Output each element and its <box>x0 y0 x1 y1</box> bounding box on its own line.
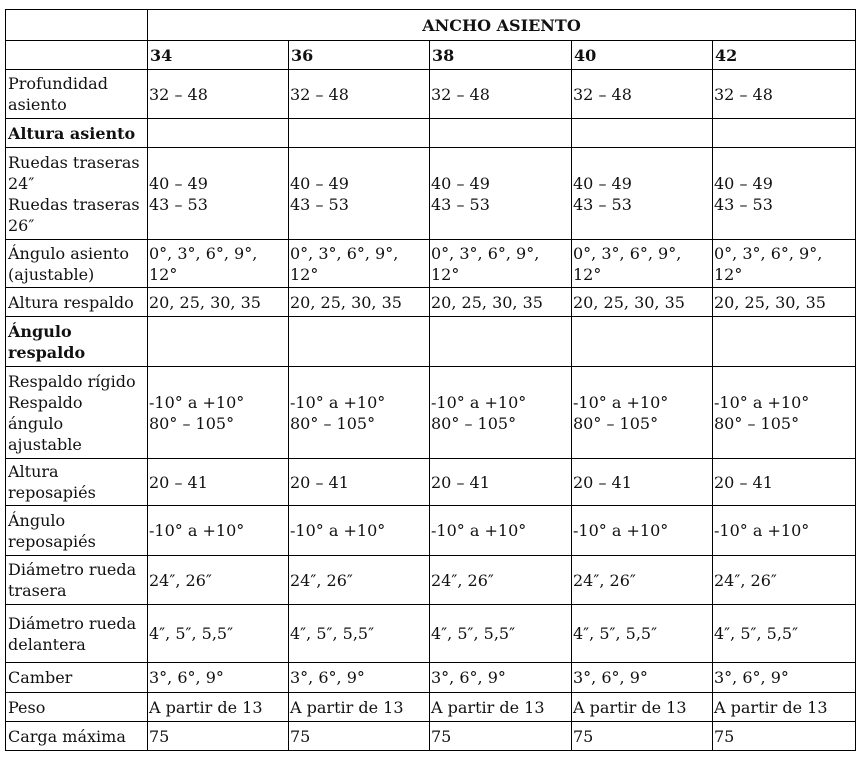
table-row <box>6 459 856 506</box>
table-cell: 75 <box>289 722 430 751</box>
row-label: Diámetro rueda trasera <box>6 556 148 605</box>
table-cell: 4″, 5″, 5,5″ <box>148 605 289 663</box>
table-cell: A partir de 13 <box>148 693 289 722</box>
corner-cell <box>6 10 148 41</box>
table-cell: 3°, 6°, 9° <box>572 663 713 693</box>
table-cell <box>572 119 713 148</box>
table-cell <box>713 119 856 148</box>
table-row <box>6 605 856 663</box>
table-cell <box>148 317 289 367</box>
table-cell: 20 – 41 <box>713 459 856 506</box>
table-cell: 4″, 5″, 5,5″ <box>289 605 430 663</box>
row-label: Camber <box>6 663 148 693</box>
row-label: Peso <box>6 693 148 722</box>
table-cell <box>713 317 856 367</box>
table-cell: 4″, 5″, 5,5″ <box>430 605 572 663</box>
table-row <box>6 367 856 459</box>
table-cell: 75 <box>430 722 572 751</box>
table-cell: 40 – 49 43 – 53 <box>289 148 430 240</box>
table-cell: 40 – 49 43 – 53 <box>713 148 856 240</box>
table-cell: 24″, 26″ <box>148 556 289 605</box>
row-label: Ruedas traseras 24″ Ruedas traseras 26″ <box>6 148 148 240</box>
width-header: 36 <box>289 41 430 70</box>
table-cell: 20 – 41 <box>430 459 572 506</box>
row-label: Respaldo rígido Respaldo ángulo ajustable <box>6 367 148 459</box>
row-label: Carga máxima <box>6 722 148 751</box>
table-cell <box>289 119 430 148</box>
section-label: Altura asiento <box>6 119 148 148</box>
table-row <box>6 693 856 722</box>
table-cell: 24″, 26″ <box>289 556 430 605</box>
table-cell: 20, 25, 30, 35 <box>148 288 289 317</box>
table-cell: 40 – 49 43 – 53 <box>430 148 572 240</box>
table-cell: 75 <box>148 722 289 751</box>
table-cell: 0°, 3°, 6°, 9°, 12° <box>289 240 430 288</box>
table-cell: 20, 25, 30, 35 <box>713 288 856 317</box>
row-label: Ángulo asiento (ajustable) <box>6 240 148 288</box>
table-cell: 20, 25, 30, 35 <box>572 288 713 317</box>
table-cell: 20 – 41 <box>289 459 430 506</box>
width-header: 38 <box>430 41 572 70</box>
row-label: Altura respaldo <box>6 288 148 317</box>
table-cell: 4″, 5″, 5,5″ <box>713 605 856 663</box>
table-cell: -10° a +10° 80° – 105° <box>289 367 430 459</box>
table-cell: 24″, 26″ <box>572 556 713 605</box>
table-cell: 20, 25, 30, 35 <box>430 288 572 317</box>
section-row <box>6 119 856 148</box>
table-cell <box>289 317 430 367</box>
row-label: Ángulo reposapiés <box>6 506 148 556</box>
table-row <box>6 556 856 605</box>
width-header: 34 <box>148 41 289 70</box>
spec-table <box>5 9 856 751</box>
table-cell: 3°, 6°, 9° <box>430 663 572 693</box>
table-cell: -10° a +10° 80° – 105° <box>713 367 856 459</box>
table-cell: -10° a +10° <box>430 506 572 556</box>
table-cell: 20 – 41 <box>148 459 289 506</box>
table-row <box>6 240 856 288</box>
table-cell: A partir de 13 <box>430 693 572 722</box>
table-row <box>6 663 856 693</box>
table-cell <box>430 119 572 148</box>
table-cell: A partir de 13 <box>713 693 856 722</box>
table-cell: 3°, 6°, 9° <box>289 663 430 693</box>
table-cell: -10° a +10° <box>572 506 713 556</box>
section-row <box>6 317 856 367</box>
row-label: Altura reposapiés <box>6 459 148 506</box>
table-cell: -10° a +10° <box>148 506 289 556</box>
table-cell: -10° a +10° <box>289 506 430 556</box>
width-header: 40 <box>572 41 713 70</box>
table-cell: 75 <box>572 722 713 751</box>
table-cell: 4″, 5″, 5,5″ <box>572 605 713 663</box>
table-cell: 75 <box>713 722 856 751</box>
table-cell: 32 – 48 <box>713 70 856 119</box>
table-cell: A partir de 13 <box>572 693 713 722</box>
table-cell: 32 – 48 <box>572 70 713 119</box>
width-header-corner <box>6 41 148 70</box>
table-cell: 0°, 3°, 6°, 9°, 12° <box>148 240 289 288</box>
table-cell: 3°, 6°, 9° <box>148 663 289 693</box>
table-row <box>6 722 856 751</box>
table-cell: 32 – 48 <box>289 70 430 119</box>
table-cell: 32 – 48 <box>430 70 572 119</box>
width-header: 42 <box>713 41 856 70</box>
row-label: Profundidad asiento <box>6 70 148 119</box>
table-cell: 32 – 48 <box>148 70 289 119</box>
table-row <box>6 288 856 317</box>
table-cell: 20, 25, 30, 35 <box>289 288 430 317</box>
table-cell: A partir de 13 <box>289 693 430 722</box>
table-cell: 0°, 3°, 6°, 9°, 12° <box>430 240 572 288</box>
table-row <box>6 506 856 556</box>
section-label: Ángulo respaldo <box>6 317 148 367</box>
table-cell: 40 – 49 43 – 53 <box>572 148 713 240</box>
table-cell: 3°, 6°, 9° <box>713 663 856 693</box>
table-cell <box>430 317 572 367</box>
table-title: ANCHO ASIENTO <box>148 10 856 41</box>
table-cell: 0°, 3°, 6°, 9°, 12° <box>713 240 856 288</box>
table-cell: -10° a +10° <box>713 506 856 556</box>
table-cell: 24″, 26″ <box>713 556 856 605</box>
table-cell: 40 – 49 43 – 53 <box>148 148 289 240</box>
table-cell: 0°, 3°, 6°, 9°, 12° <box>572 240 713 288</box>
table-cell: 24″, 26″ <box>430 556 572 605</box>
row-label: Diámetro rueda delantera <box>6 605 148 663</box>
table-cell: -10° a +10° 80° – 105° <box>572 367 713 459</box>
table-cell: -10° a +10° 80° – 105° <box>148 367 289 459</box>
title-row <box>6 10 856 41</box>
table-row <box>6 70 856 119</box>
width-header-row <box>6 41 856 70</box>
table-row <box>6 148 856 240</box>
table-cell: -10° a +10° 80° – 105° <box>430 367 572 459</box>
table-cell: 20 – 41 <box>572 459 713 506</box>
table-cell <box>148 119 289 148</box>
table-cell <box>572 317 713 367</box>
